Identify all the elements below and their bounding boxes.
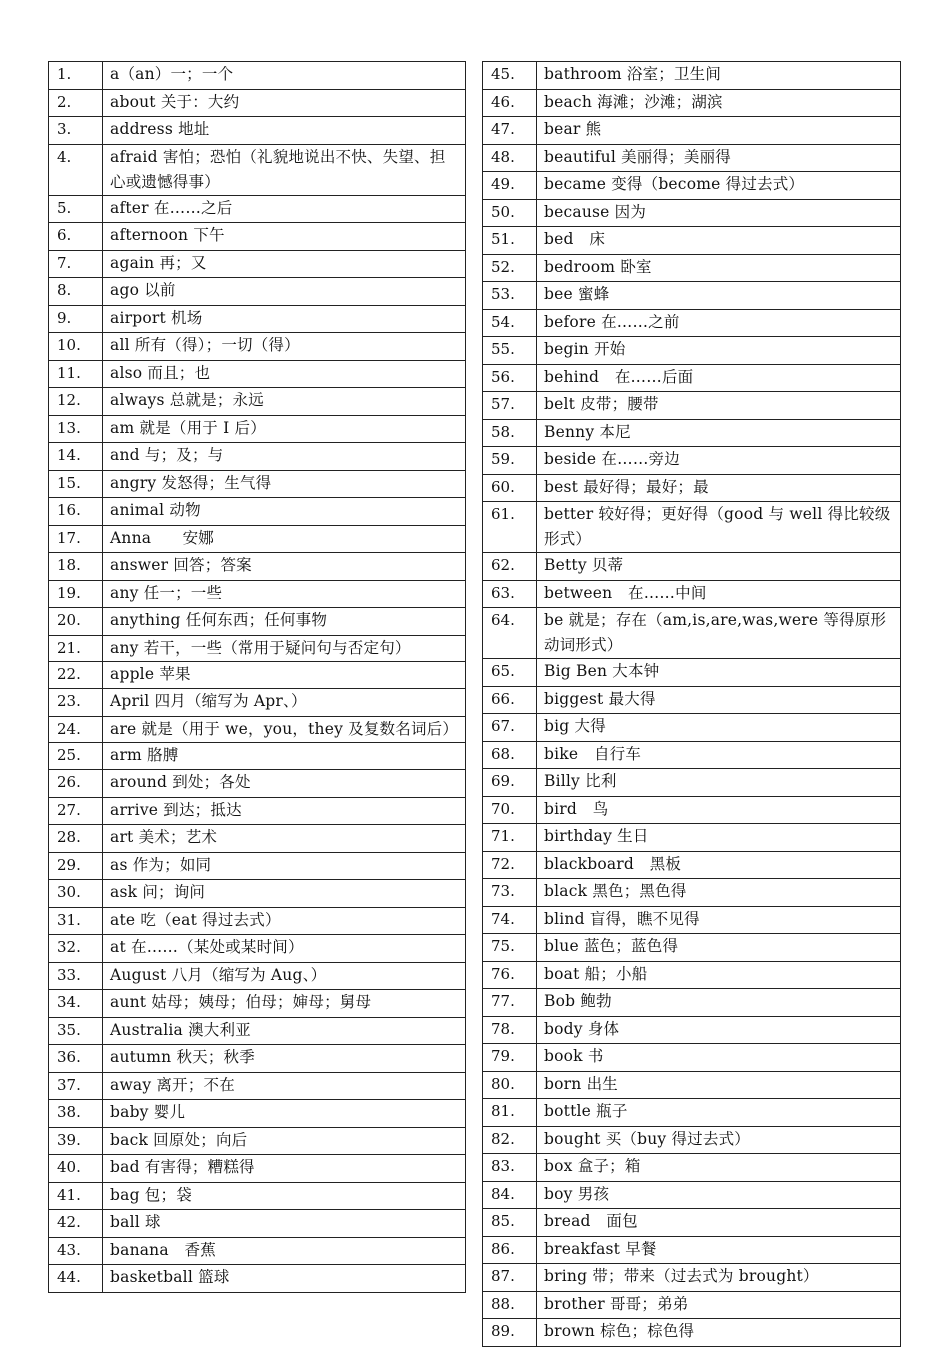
entry-number: 33. — [49, 962, 103, 990]
vocab-row — [483, 580, 901, 608]
vocab-row — [483, 553, 901, 581]
entry-number: 66. — [483, 686, 537, 714]
entry-number: 29. — [49, 852, 103, 880]
entry-number: 24. — [49, 716, 103, 742]
entry-text: apple 苹果 — [103, 661, 466, 689]
entry-text: around 到处；各处 — [103, 770, 466, 798]
vocab-row — [483, 851, 901, 879]
entry-number: 84. — [483, 1181, 537, 1209]
entry-number: 85. — [483, 1209, 537, 1237]
entry-text: always 总就是；永远 — [103, 388, 466, 416]
entry-text: bottle 瓶子 — [537, 1099, 901, 1127]
vocab-row — [483, 961, 901, 989]
vocab-row — [49, 1045, 466, 1073]
vocab-row — [49, 935, 466, 963]
vocab-row — [49, 360, 466, 388]
entry-text: April 四月（缩写为 Apr、） — [103, 689, 466, 717]
entry-text: bathroom 浴室；卫生间 — [537, 62, 901, 90]
entry-text: any 任一；一些 — [103, 580, 466, 608]
vocab-row — [49, 62, 466, 90]
entry-number: 76. — [483, 961, 537, 989]
vocab-row — [483, 1099, 901, 1127]
entry-number: 32. — [49, 935, 103, 963]
entry-number: 67. — [483, 714, 537, 742]
entry-number: 13. — [49, 415, 103, 443]
entry-text: behind 在……后面 — [537, 364, 901, 392]
entry-text: am 就是（用于 I 后） — [103, 415, 466, 443]
entry-text: brown 棕色；棕色得 — [537, 1319, 901, 1347]
vocab-row — [49, 89, 466, 117]
vocab-row — [483, 714, 901, 742]
entry-text: beautiful 美丽得；美丽得 — [537, 144, 901, 172]
entry-number: 57. — [483, 392, 537, 420]
entry-number: 35. — [49, 1017, 103, 1045]
vocab-row — [49, 716, 466, 742]
vocab-row — [49, 117, 466, 145]
vocab-column-left — [48, 61, 466, 1293]
vocab-row — [49, 553, 466, 581]
entry-text: back 回原处；向后 — [103, 1127, 466, 1155]
entry-text: begin 开始 — [537, 337, 901, 365]
vocab-row — [483, 989, 901, 1017]
entry-number: 3. — [49, 117, 103, 145]
entry-number: 15. — [49, 470, 103, 498]
entry-text: best 最好得；最好；最 — [537, 474, 901, 502]
entry-number: 86. — [483, 1236, 537, 1264]
vocab-row — [49, 1182, 466, 1210]
vocab-row — [483, 144, 901, 172]
entry-number: 73. — [483, 879, 537, 907]
entry-text: bad 有害得；糟糕得 — [103, 1155, 466, 1183]
entry-text: art 美术；艺术 — [103, 825, 466, 853]
entry-number: 26. — [49, 770, 103, 798]
vocab-row — [483, 474, 901, 502]
entry-text: again 再；又 — [103, 250, 466, 278]
entry-number: 31. — [49, 907, 103, 935]
entry-number: 72. — [483, 851, 537, 879]
entry-text: animal 动物 — [103, 498, 466, 526]
entry-number: 18. — [49, 553, 103, 581]
entry-text: answer 回答；答案 — [103, 553, 466, 581]
entry-number: 75. — [483, 934, 537, 962]
vocab-row — [49, 608, 466, 636]
entry-number: 81. — [483, 1099, 537, 1127]
entry-text: afraid 害怕；恐怕（礼貌地说出不快、失望、担心或遗憾得事） — [103, 144, 466, 195]
entry-number: 12. — [49, 388, 103, 416]
vocab-row — [49, 388, 466, 416]
vocab-row — [483, 769, 901, 797]
vocab-row — [49, 195, 466, 223]
vocab-row — [483, 1319, 901, 1347]
vocab-row — [49, 305, 466, 333]
entry-text: blind 盲得，瞧不见得 — [537, 906, 901, 934]
vocab-row — [49, 770, 466, 798]
entry-text: biggest 最大得 — [537, 686, 901, 714]
entry-number: 87. — [483, 1264, 537, 1292]
vocab-row — [483, 89, 901, 117]
vocab-row — [483, 1236, 901, 1264]
entry-text: be 就是；存在（am,is,are,was,were 等得原形动词形式） — [537, 608, 901, 659]
entry-text: autumn 秋天；秋季 — [103, 1045, 466, 1073]
entry-number: 88. — [483, 1291, 537, 1319]
entry-number: 64. — [483, 608, 537, 659]
entry-number: 30. — [49, 880, 103, 908]
entry-text: all 所有（得）；一切（得） — [103, 333, 466, 361]
entry-text: a（an）一；一个 — [103, 62, 466, 90]
vocab-row — [49, 278, 466, 306]
entry-text: bedroom 卧室 — [537, 254, 901, 282]
vocab-row — [49, 250, 466, 278]
entry-text: bee 蜜蜂 — [537, 282, 901, 310]
vocab-row — [49, 689, 466, 717]
entry-text: blue 蓝色；蓝色得 — [537, 934, 901, 962]
vocab-row — [483, 659, 901, 687]
entry-number: 48. — [483, 144, 537, 172]
entry-text: Big Ben 大本钟 — [537, 659, 901, 687]
entry-number: 11. — [49, 360, 103, 388]
entry-text: Australia 澳大利亚 — [103, 1017, 466, 1045]
vocab-row — [49, 880, 466, 908]
vocab-row — [49, 1072, 466, 1100]
entry-number: 1. — [49, 62, 103, 90]
vocab-row — [483, 686, 901, 714]
entry-text: bed 床 — [537, 227, 901, 255]
entry-number: 38. — [49, 1100, 103, 1128]
entry-number: 6. — [49, 223, 103, 251]
entry-text: afternoon 下午 — [103, 223, 466, 251]
entry-number: 37. — [49, 1072, 103, 1100]
entry-text: black 黑色；黑色得 — [537, 879, 901, 907]
vocab-row — [49, 907, 466, 935]
entry-text: because 因为 — [537, 199, 901, 227]
entry-text: ate 吃（eat 得过去式） — [103, 907, 466, 935]
entry-number: 49. — [483, 172, 537, 200]
entry-number: 58. — [483, 419, 537, 447]
vocab-table-right — [482, 61, 901, 1347]
entry-text: aunt 姑母；姨母；伯母；婶母；舅母 — [103, 990, 466, 1018]
entry-text: arm 胳膊 — [103, 742, 466, 770]
entry-text: arrive 到达；抵达 — [103, 797, 466, 825]
entry-number: 77. — [483, 989, 537, 1017]
entry-text: Billy 比利 — [537, 769, 901, 797]
entry-number: 56. — [483, 364, 537, 392]
entry-text: brother 哥哥；弟弟 — [537, 1291, 901, 1319]
vocab-row — [49, 852, 466, 880]
vocab-row — [483, 117, 901, 145]
entry-number: 4. — [49, 144, 103, 195]
entry-number: 63. — [483, 580, 537, 608]
vocab-row — [49, 470, 466, 498]
entry-text: address 地址 — [103, 117, 466, 145]
entry-number: 21. — [49, 635, 103, 661]
vocab-row — [49, 498, 466, 526]
entry-text: breakfast 早餐 — [537, 1236, 901, 1264]
entry-number: 47. — [483, 117, 537, 145]
entry-text: Bob 鲍勃 — [537, 989, 901, 1017]
vocab-row — [483, 419, 901, 447]
entry-number: 36. — [49, 1045, 103, 1073]
entry-text: after 在……之后 — [103, 195, 466, 223]
entry-text: boy 男孩 — [537, 1181, 901, 1209]
entry-number: 2. — [49, 89, 103, 117]
entry-text: box 盒子；箱 — [537, 1154, 901, 1182]
vocab-row — [49, 1155, 466, 1183]
vocab-row — [483, 282, 901, 310]
entry-number: 51. — [483, 227, 537, 255]
entry-text: and 与；及；与 — [103, 443, 466, 471]
vocab-row — [483, 172, 901, 200]
entry-text: bring 带；带来（过去式为 brought） — [537, 1264, 901, 1292]
entry-text: bread 面包 — [537, 1209, 901, 1237]
vocab-row — [483, 1291, 901, 1319]
entry-number: 46. — [483, 89, 537, 117]
vocab-row — [49, 223, 466, 251]
entry-text: bought 买（buy 得过去式） — [537, 1126, 901, 1154]
vocab-row — [49, 962, 466, 990]
entry-text: became 变得（become 得过去式） — [537, 172, 901, 200]
entry-text: Betty 贝蒂 — [537, 553, 901, 581]
vocab-row — [483, 1044, 901, 1072]
entry-number: 79. — [483, 1044, 537, 1072]
vocab-row — [49, 1017, 466, 1045]
vocab-row — [483, 934, 901, 962]
vocab-table-left — [48, 61, 466, 1293]
entry-text: any 若干，一些（常用于疑问句与否定句） — [103, 635, 466, 661]
entry-text: banana 香蕉 — [103, 1237, 466, 1265]
entry-number: 7. — [49, 250, 103, 278]
vocab-row — [49, 415, 466, 443]
entry-number: 59. — [483, 447, 537, 475]
entry-text: airport 机场 — [103, 305, 466, 333]
entry-text: away 离开；不在 — [103, 1072, 466, 1100]
vocab-row — [483, 1209, 901, 1237]
vocab-row — [483, 309, 901, 337]
entry-text: baby 婴儿 — [103, 1100, 466, 1128]
vocab-row — [483, 879, 901, 907]
vocab-row — [483, 1264, 901, 1292]
entry-number: 40. — [49, 1155, 103, 1183]
entry-number: 14. — [49, 443, 103, 471]
vocab-row — [483, 824, 901, 852]
vocab-row — [49, 990, 466, 1018]
entry-number: 78. — [483, 1016, 537, 1044]
vocab-row — [49, 635, 466, 661]
entry-number: 55. — [483, 337, 537, 365]
entry-number: 52. — [483, 254, 537, 282]
vocab-row — [49, 742, 466, 770]
entry-text: blackboard 黑板 — [537, 851, 901, 879]
entry-number: 60. — [483, 474, 537, 502]
entry-number: 62. — [483, 553, 537, 581]
vocab-row — [483, 62, 901, 90]
entry-number: 44. — [49, 1265, 103, 1293]
vocab-row — [483, 1154, 901, 1182]
vocab-row — [483, 227, 901, 255]
vocab-row — [483, 1071, 901, 1099]
entry-number: 20. — [49, 608, 103, 636]
entry-text: Benny 本尼 — [537, 419, 901, 447]
entry-text: bag 包；袋 — [103, 1182, 466, 1210]
vocab-row — [49, 825, 466, 853]
entry-number: 50. — [483, 199, 537, 227]
entry-number: 22. — [49, 661, 103, 689]
entry-number: 41. — [49, 1182, 103, 1210]
entry-number: 65. — [483, 659, 537, 687]
entry-text: bird 鸟 — [537, 796, 901, 824]
entry-number: 82. — [483, 1126, 537, 1154]
entry-text: belt 皮带；腰带 — [537, 392, 901, 420]
entry-text: body 身体 — [537, 1016, 901, 1044]
entry-number: 28. — [49, 825, 103, 853]
entry-text: before 在……之前 — [537, 309, 901, 337]
vocab-row — [483, 337, 901, 365]
entry-text: boat 船；小船 — [537, 961, 901, 989]
entry-text: August 八月（缩写为 Aug、） — [103, 962, 466, 990]
entry-number: 39. — [49, 1127, 103, 1155]
entry-number: 68. — [483, 741, 537, 769]
entry-text: at 在……（某处或某时间） — [103, 935, 466, 963]
vocab-row — [483, 1126, 901, 1154]
vocab-row — [49, 525, 466, 553]
vocab-row — [483, 608, 901, 659]
entry-text: as 作为；如同 — [103, 852, 466, 880]
entry-text: Anna 安娜 — [103, 525, 466, 553]
entry-number: 61. — [483, 502, 537, 553]
entry-number: 5. — [49, 195, 103, 223]
entry-number: 19. — [49, 580, 103, 608]
entry-number: 83. — [483, 1154, 537, 1182]
vocab-row — [49, 443, 466, 471]
vocab-row — [483, 364, 901, 392]
entry-number: 16. — [49, 498, 103, 526]
entry-number: 27. — [49, 797, 103, 825]
vocab-column-right — [482, 61, 901, 1347]
vocab-row — [483, 741, 901, 769]
vocab-row — [49, 333, 466, 361]
entry-number: 17. — [49, 525, 103, 553]
entry-text: book 书 — [537, 1044, 901, 1072]
entry-text: bike 自行车 — [537, 741, 901, 769]
vocab-row — [49, 580, 466, 608]
entry-number: 23. — [49, 689, 103, 717]
entry-number: 34. — [49, 990, 103, 1018]
entry-text: are 就是（用于 we，you，they 及复数名词后） — [103, 716, 466, 742]
entry-number: 70. — [483, 796, 537, 824]
entry-text: better 较好得；更好得（good 与 well 得比较级形式） — [537, 502, 901, 553]
entry-text: beach 海滩；沙滩；湖滨 — [537, 89, 901, 117]
vocab-row — [483, 254, 901, 282]
vocab-row — [483, 392, 901, 420]
entry-number: 74. — [483, 906, 537, 934]
entry-text: ago 以前 — [103, 278, 466, 306]
vocab-row — [49, 1210, 466, 1238]
entry-number: 54. — [483, 309, 537, 337]
vocab-row — [483, 199, 901, 227]
entry-number: 25. — [49, 742, 103, 770]
vocab-row — [49, 1265, 466, 1293]
vocab-row — [483, 1181, 901, 1209]
entry-number: 43. — [49, 1237, 103, 1265]
entry-number: 10. — [49, 333, 103, 361]
entry-number: 45. — [483, 62, 537, 90]
vocab-row — [49, 661, 466, 689]
vocab-row — [483, 1016, 901, 1044]
vocab-row — [483, 502, 901, 553]
entry-number: 89. — [483, 1319, 537, 1347]
entry-text: ask 问；询问 — [103, 880, 466, 908]
vocab-row — [483, 796, 901, 824]
entry-text: angry 发怒得；生气得 — [103, 470, 466, 498]
entry-number: 71. — [483, 824, 537, 852]
vocab-row — [49, 1100, 466, 1128]
entry-text: big 大得 — [537, 714, 901, 742]
vocab-row — [49, 1127, 466, 1155]
vocab-row — [483, 906, 901, 934]
entry-number: 69. — [483, 769, 537, 797]
entry-text: bear 熊 — [537, 117, 901, 145]
vocab-row — [49, 1237, 466, 1265]
vocab-row — [49, 144, 466, 195]
entry-text: ball 球 — [103, 1210, 466, 1238]
entry-text: anything 任何东西；任何事物 — [103, 608, 466, 636]
entry-text: about 关于：大约 — [103, 89, 466, 117]
vocab-row — [483, 447, 901, 475]
entry-number: 8. — [49, 278, 103, 306]
entry-text: also 而且；也 — [103, 360, 466, 388]
entry-text: born 出生 — [537, 1071, 901, 1099]
entry-text: birthday 生日 — [537, 824, 901, 852]
entry-text: beside 在……旁边 — [537, 447, 901, 475]
entry-number: 9. — [49, 305, 103, 333]
entry-text: basketball 篮球 — [103, 1265, 466, 1293]
entry-number: 42. — [49, 1210, 103, 1238]
entry-number: 80. — [483, 1071, 537, 1099]
vocab-row — [49, 797, 466, 825]
entry-text: between 在……中间 — [537, 580, 901, 608]
entry-number: 53. — [483, 282, 537, 310]
